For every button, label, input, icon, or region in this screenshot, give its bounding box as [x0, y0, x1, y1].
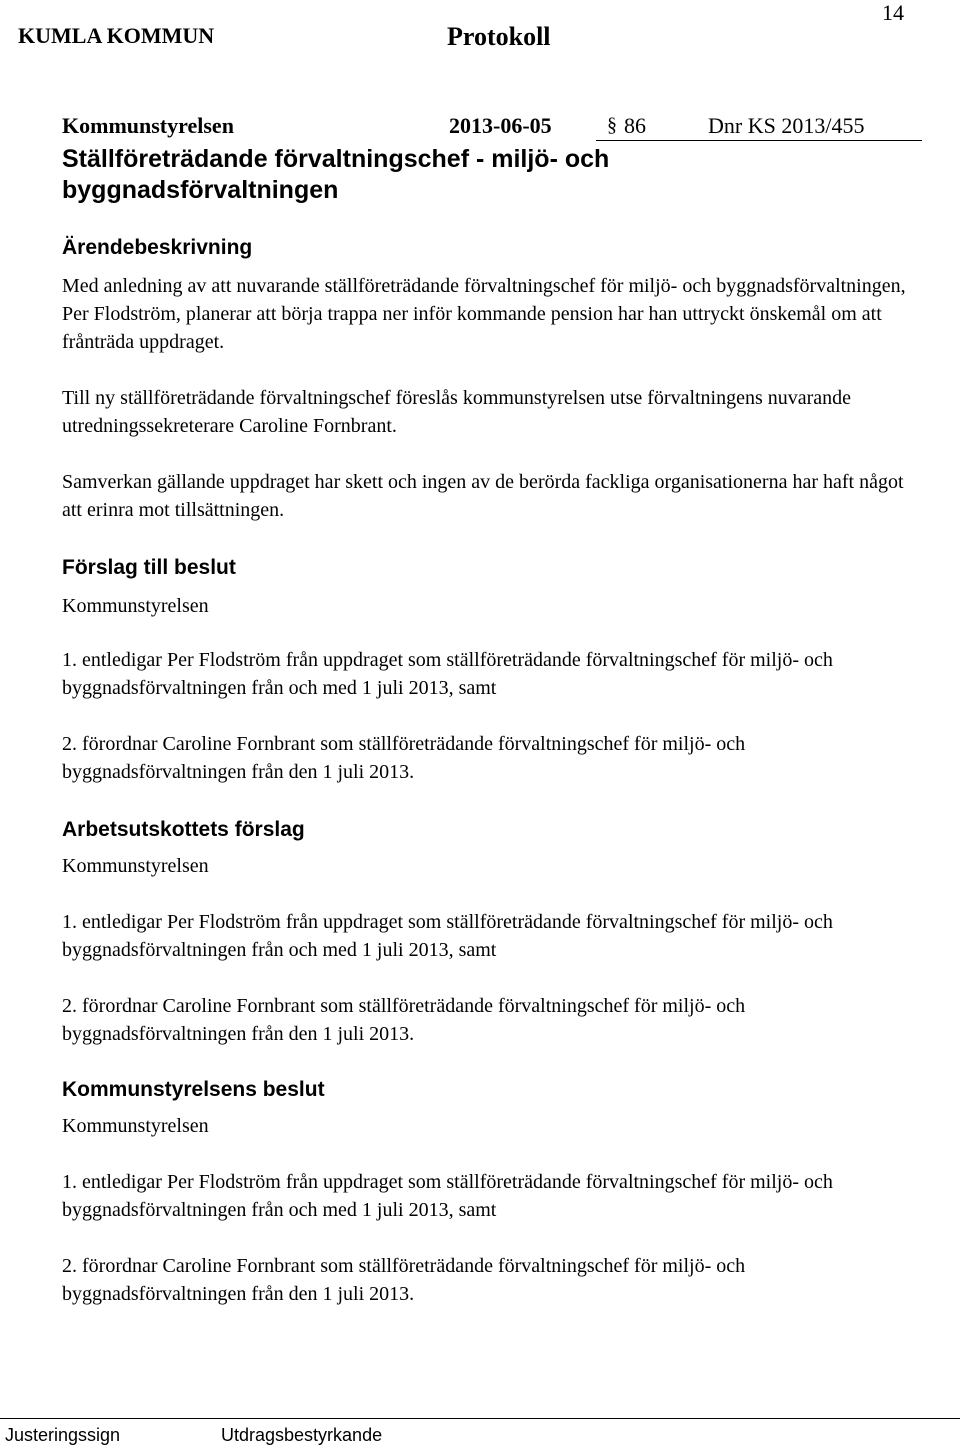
footer-divider — [0, 1418, 960, 1419]
beslut-body: Kommunstyrelsen — [62, 1115, 209, 1137]
paragraph-background: Med anledning av att nuvarande ställföreträdande förvaltningschef för miljö- och byggnadsförvaltningen, Per Flodström, planerar att börja trappa ner inför kommande pension har han uttryckt önskemål om att frånträda uppdraget. — [62, 275, 906, 353]
section-mark: § — [607, 114, 617, 136]
footer-certification-label: Utdragsbestyrkande — [221, 1425, 383, 1445]
page-number: 14 — [882, 0, 904, 25]
heading-forslag: Förslag till beslut — [62, 556, 236, 579]
beslut-item-2: 2. förordnar Caroline Fornbrant som ställföreträdande förvaltningschef för miljö- och byggnadsförvaltningen från den 1 juli 2013. — [62, 1255, 746, 1305]
meta-committee: Kommunstyrelsen — [62, 113, 234, 138]
heading-beslut: Kommunstyrelsens beslut — [62, 1078, 325, 1101]
paragraph-consultation: Samverkan gällande uppdraget har skett och ingen av de berörda fackliga organisationerna har haft något att erinra mot tillsättningen. — [62, 471, 904, 521]
forslag-item-1: 1. entledigar Per Flodström från uppdraget som ställföreträdande förvaltningschef för miljö- och byggnadsförvaltningen från och med 1 juli 2013, samt — [62, 649, 833, 699]
meta-date: 2013-06-05 — [449, 113, 552, 138]
document-type: Protokoll — [447, 22, 551, 51]
paragraph-proposal: Till ny ställföreträdande förvaltningschef föreslås kommunstyrelsen utse förvaltningens nuvarande utredningssekreterare Caroline Fornbrant. — [62, 387, 852, 437]
heading-arendebeskrivning: Ärendebeskrivning — [62, 236, 253, 259]
section-number: 86 — [624, 113, 646, 138]
diary-number: Dnr KS 2013/455 — [708, 113, 865, 138]
footer-signature-label: Justeringssign — [5, 1425, 121, 1445]
organization-name: KUMLA KOMMUN — [18, 23, 215, 48]
arbetsutskott-item-2: 2. förordnar Caroline Fornbrant som ställföreträdande förvaltningschef för miljö- och byggnadsförvaltningen från den 1 juli 2013. — [62, 995, 746, 1045]
arbetsutskott-item-1: 1. entledigar Per Flodström från uppdraget som ställföreträdande förvaltningschef för miljö- och byggnadsförvaltningen från och med 1 juli 2013, samt — [62, 911, 833, 961]
forslag-item-2: 2. förordnar Caroline Fornbrant som ställföreträdande förvaltningschef för miljö- och byggnadsförvaltningen från den 1 juli 2013. — [62, 733, 746, 783]
meta-divider — [596, 140, 922, 141]
forslag-body: Kommunstyrelsen — [62, 595, 209, 617]
beslut-item-1: 1. entledigar Per Flodström från uppdraget som ställföreträdande förvaltningschef för miljö- och byggnadsförvaltningen från och med 1 juli 2013, samt — [62, 1171, 833, 1221]
heading-arbetsutskott: Arbetsutskottets förslag — [62, 818, 305, 841]
document-title: Ställföreträdande förvaltningschef - miljö- och byggnadsförvaltningen — [62, 145, 610, 204]
arbetsutskott-body: Kommunstyrelsen — [62, 855, 209, 877]
